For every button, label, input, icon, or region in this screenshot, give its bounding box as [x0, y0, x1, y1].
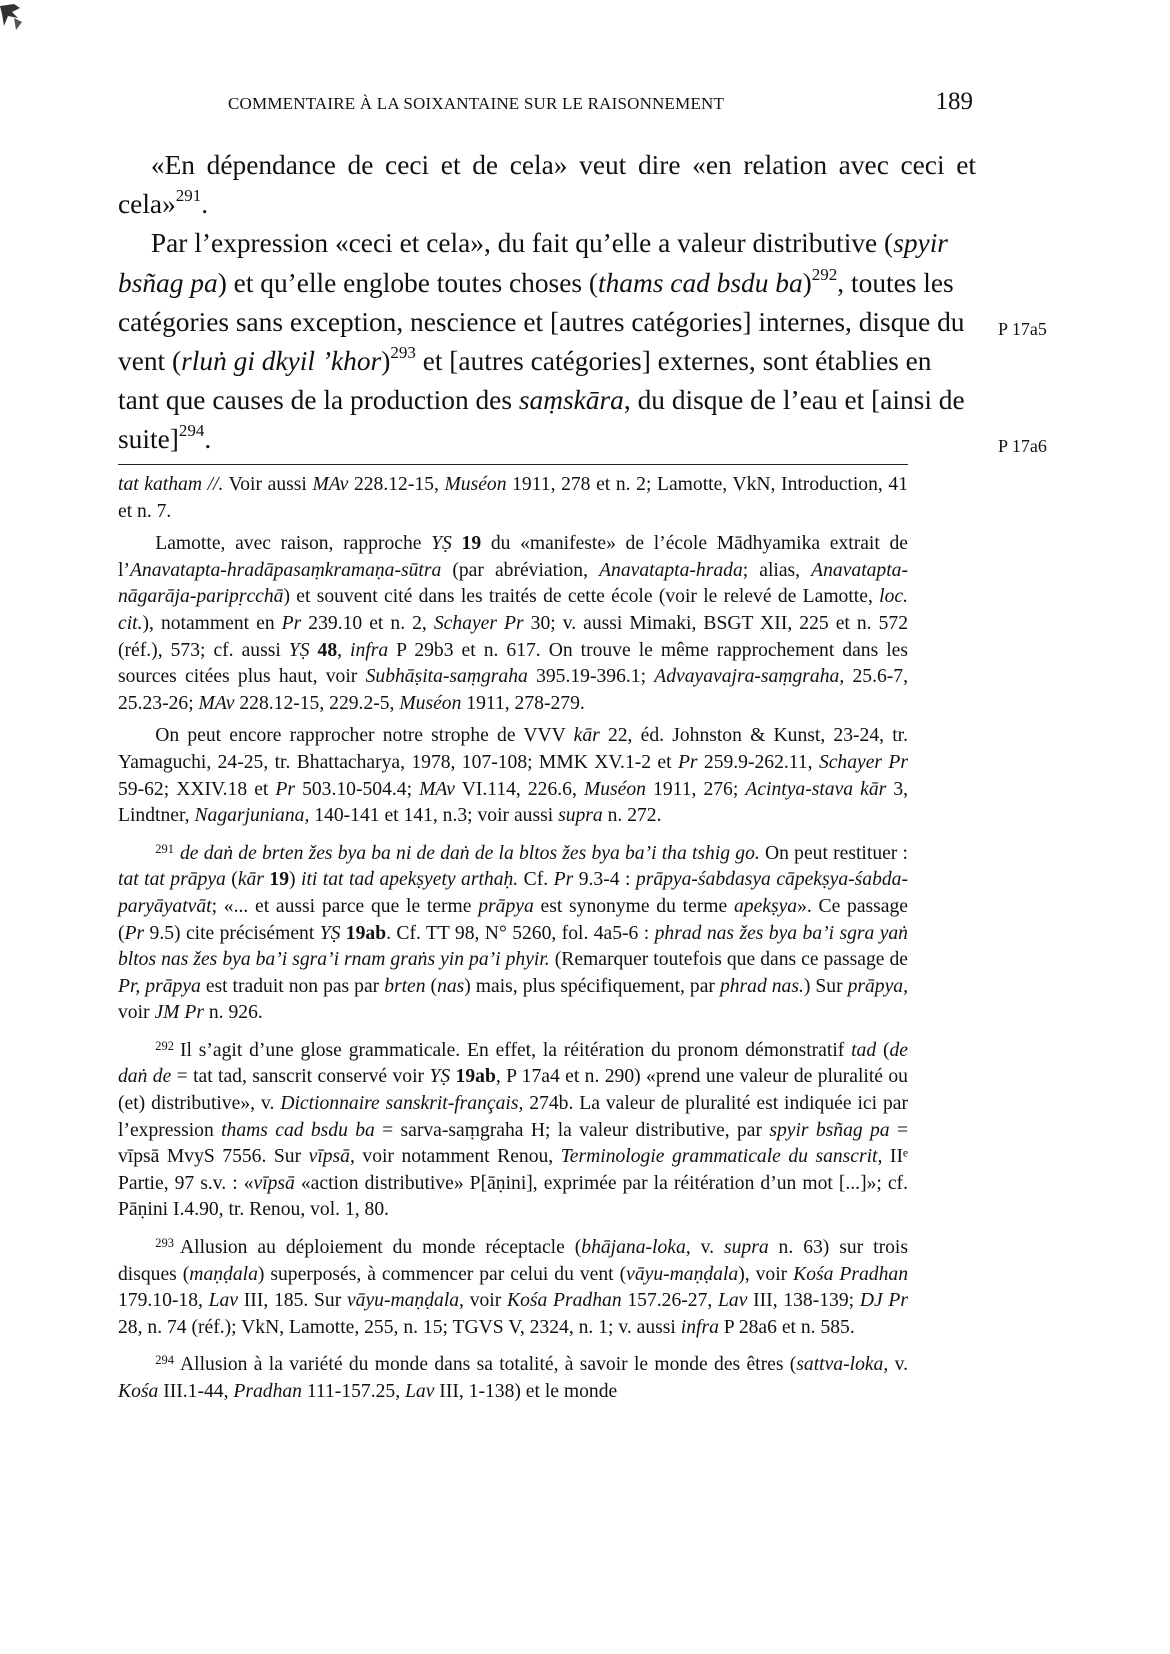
page-header: [228, 88, 973, 128]
footnote-number: 291: [155, 841, 174, 856]
main-text: [118, 146, 1047, 460]
margin-ref-p17a5: P 17a5: [998, 319, 1047, 340]
footnote-ref-294: 294: [178, 421, 205, 441]
footnote-292: $^{292}$ Il s’agit d’une glose grammaticale. En effet, la réitération du pronom démonstratif tad (de daṅ de = tat tad, sanscrit conservé voir YṢ 19ab, P 17a4 et n. 290) «prend une valeur de pluralité ou (et) distributive», v. Dictionnaire sanskrit-français, 274b. La valeur de pluralité est indiquée ici par l’expression thams cad bsdu ba = sarva-saṃgraha H; la valeur distributive, par spyir bsñag pa = vīpsā MvyS 7556. Sur vīpsā, voir notamment Renou, Terminologie grammaticale du sanscrit, IIᵉ Partie, 97 s.v. : «vīpsā «action distributive» P[āṇini], exprimée par la réitération d’un mot [...]»; cf. Pāṇini I.4.90, tr. Renou, vol. 1, 80.: [118, 1038, 908, 1221]
footnote-ref-291: 291: [175, 186, 202, 206]
margin-ref-p17a6: P 17a6: [998, 436, 1047, 457]
scan-speck-mark: [0, 4, 26, 34]
footnote-paragraph: Lamotte, avec raison, rapproche YṢ 19 du «manifeste» de l’école Mādhyamika extrait de l’Anavatapta-hradāpasaṃkramaṇa-sūtra (par abréviation, Anavatapta-hrada; alias, Anavatapta-nāgarāja-paripṛcchā) et souvent cité dans les traités de cette école (voir le relevé de Lamotte, loc. cit.), notamment en Pr 239.10 et n. 2, Schayer Pr 30; v. aussi Mimaki, BSGT XII, 225 et n. 572 (réf.), 573; cf. aussi YṢ 48, infra P 29b3 et n. 617. On trouve le même rapprochement dans les sources citées plus haut, voir Subhāṣita-saṃgraha 395.19-396.1; Advayavajra-saṃgraha, 25.6-7, 25.23-26; MAv 228.12-15, 229.2-5, Muséon 1911, 278-279.: [118, 533, 909, 714]
footnote-separator: [118, 464, 908, 465]
footnote-paragraph: On peut encore rapprocher notre strophe de VVV kār 22, éd. Johnston & Kunst, 23-24, tr. Yamaguchi, 24-25, tr. Bhattacharya, 1978, 107-108; MMK XV.1-2 et Pr 259.9-262.11, Schayer Pr 59-62; XXIV.18 et Pr 503.10-504.4; MAv VI.114, 226.6, Muséon 1911, 276; Acintya-stava kār 3, Lindtner, Nagarjuniana, 140-141 et 141, n.3; voir aussi supra n. 272.: [118, 725, 909, 827]
footnote-number: 293: [155, 1236, 174, 1251]
footnote-ref-292: 292: [811, 264, 838, 284]
footnote-291: $^{291}$ de daṅ de brten žes bya ba ni de daṅ de la bltos žes bya ba’i tha tshig go. On peut restituer : tat tat prāpya (kār 19) iti tat tad apekṣyety arthaḥ. Cf. Pr 9.3-4 : prāpya-śabdasya cāpekṣya-śabda-paryāyatvāt; «... et aussi parce que le terme prāpya est synonyme du terme apekṣya». Ce passage (Pr 9.5) cite précisément YṢ 19ab. Cf. TT 98, N° 5260, fol. 4a5-6 : phrad nas žes bya ba’i sgra yaṅ bltos nas žes bya ba’i sgra’i rnam graṅs yin pa’i phyir. (Remarquer toutefois que dans ce passage de Pr, prāpya est traduit non pas par brten (nas) mais, plus spécifiquement, par phrad nas.) Sur prāpya, voir JM Pr n. 926.: [118, 841, 908, 1024]
paragraph-1: «En dépendance de ceci et de cela» veut dire «en relation avec ceci et cela»$^{291}$.: [118, 150, 976, 220]
running-title: COMMENTAIRE À LA SOIXANTAINE SUR LE RAISONNEMENT: [228, 94, 725, 113]
footnotes: [118, 472, 908, 1412]
footnote-continuation: tat katham //. Voir aussi MAv 228.12-15, Muséon 1911, 278 et n. 2; Lamotte, VkN, Introduction, 41 et n. 7.: [118, 474, 909, 522]
footnote-number: 292: [155, 1038, 174, 1053]
footnote-number: 294: [155, 1353, 174, 1368]
footnote-ref-293: 293: [390, 343, 416, 363]
footnote-293: $^{293}$ Allusion au déploiement du monde réceptacle (bhājana-loka, v. supra n. 63) sur trois disques (maṇḍala) superposés, à commencer par celui du vent (vāyu-maṇḍala), voir Kośa Pradhan 179.10-18, Lav III, 185. Sur vāyu-maṇḍala, voir Kośa Pradhan 157.26-27, Lav III, 138-139; DJ Pr 28, n. 74 (réf.); VkN, Lamotte, 255, n. 15; TGVS V, 2324, n. 1; v. aussi infra P 28a6 et n. 585.: [118, 1236, 909, 1338]
footnote-294: $^{294}$ Allusion à la variété du monde dans sa totalité, à savoir le monde des êtres (sattva-loka, v. Kośa III.1-44, Pradhan 111-157.25, Lav III, 1-138) et le monde: [118, 1353, 908, 1402]
page-number: 189: [935, 88, 973, 115]
paragraph-2: Par l’expression «ceci et cela», du fait qu’elle a valeur distributive (spyir bsñag pa) et qu’elle englobe toutes choses (thams cad bsdu ba)$^{292}$, P 17a5 toutes les catégories sans exception, nescience et [autres catégories] internes, disque du vent (rluṅ gi dkyil ’khor)$^{293}$ et [autres catégories] externes, sont établies en tant que causes de la production des saṃskāra, P 17a6 du disque de l’eau et [ainsi de suite]$^{294}$.: [118, 224, 976, 459]
